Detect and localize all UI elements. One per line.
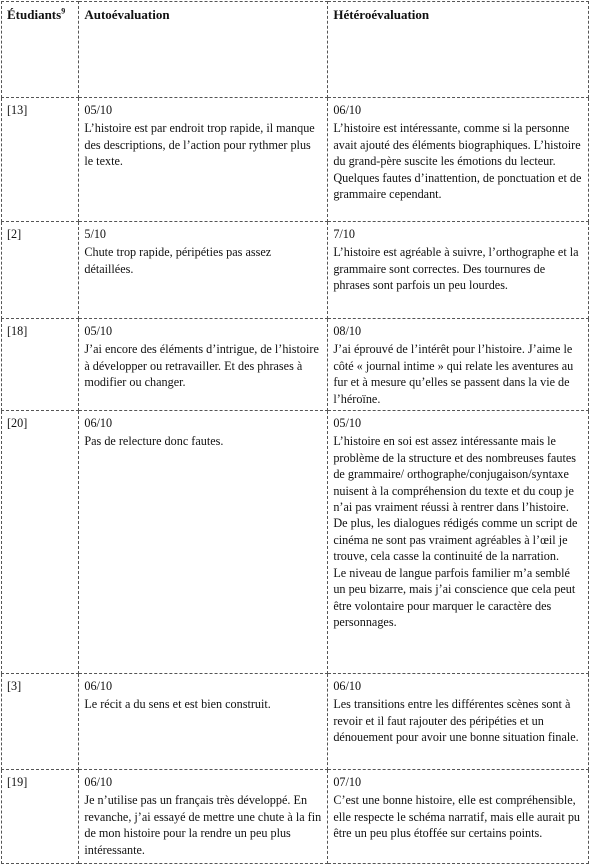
peer-evaluation-cell — [328, 319, 589, 411]
student-id: [3] — [7, 679, 22, 694]
peer-evaluation-cell — [328, 222, 589, 319]
self-evaluation-cell — [79, 222, 328, 319]
peer-evaluation-cell — [328, 98, 589, 222]
evaluation-table — [1, 1, 589, 864]
self-evaluation-cell — [79, 411, 328, 674]
self-comment: Pas de relecture donc fautes. — [84, 434, 224, 449]
student-id-cell — [2, 319, 79, 411]
peer-evaluation-cell — [328, 411, 589, 674]
peer-evaluation-cell — [328, 674, 589, 770]
peer-comment: L’histoire est intéressante, comme si la personne avait ajouté des éléments biographiques. L’histoire du grand-père suscite les émotions du lecteur. Quelques fautes d’inattention, de ponctuation et de grammaire cependant. — [333, 121, 582, 202]
peer-evaluation-cell — [328, 770, 589, 864]
header-students-label: Étudiants — [7, 7, 62, 22]
peer-score: 7/10 — [333, 227, 355, 241]
header-self-evaluation: Autoévaluation — [79, 2, 328, 98]
footnote-marker: 9 — [61, 6, 66, 16]
self-score: 05/10 — [84, 103, 113, 117]
student-id: [13] — [7, 103, 28, 117]
student-id: [18] — [7, 324, 28, 338]
self-score: 06/10 — [84, 679, 113, 694]
self-evaluation-cell — [79, 319, 328, 411]
table-row — [2, 98, 589, 222]
table-row — [2, 222, 589, 319]
student-id: [20] — [7, 416, 28, 431]
student-id-cell — [2, 770, 79, 864]
student-id-cell — [2, 674, 79, 770]
student-id: [19] — [7, 775, 28, 790]
peer-comment: Les transitions entre les différentes scènes sont à revoir et il faut rajouter des péripéties et un dénouement pour avoir une bonne situation finale. — [333, 697, 579, 745]
self-score: 05/10 — [84, 324, 113, 338]
peer-score: 06/10 — [333, 679, 362, 694]
peer-score: 06/10 — [333, 103, 362, 117]
self-evaluation-cell — [79, 98, 328, 222]
student-id: [2] — [7, 227, 22, 241]
table-row — [2, 319, 589, 411]
header-peer-evaluation: Hétéroévaluation — [328, 2, 589, 98]
self-comment: Je n’utilise pas un français très développé. En revanche, j’ai essayé de mettre une chute à la fin de mon histoire pour la rendre un peu plus intéressante. — [84, 793, 322, 857]
self-comment: Chute trop rapide, péripéties pas assez détaillées. — [84, 245, 272, 276]
peer-comment: J’ai éprouvé de l’intérêt pour l’histoire. J’aime le côté « journal intime » qui relate les aventures au fur et à mesure qu’elles se passent dans la vie de l’héroïne. — [333, 342, 574, 406]
table-row — [2, 674, 589, 770]
header-students — [2, 2, 79, 98]
self-score: 06/10 — [84, 416, 113, 431]
table-row — [2, 770, 589, 864]
self-score: 5/10 — [84, 227, 107, 241]
table-row — [2, 411, 589, 674]
peer-comment: L’histoire en soi est assez intéressante mais le problème de la structure et des nombreuses fautes de grammaire/ orthographe/conjugaison/syntaxe nuisent à la compréhension du texte et du coup je n’ai pas vraiment réussi à rentrer dans l’histoire. De plus, les dialogues rédigés comme un script de cinéma ne sont pas vraiment agréables à l’œil je trouve, cela casse la continuité de la narration. Le niveau de langue parfois familier m’a semblé un peu bizarre, mais j’ai conscience que cela peut être volontaire pour marquer le caractère des personnages. — [333, 434, 578, 629]
peer-score: 05/10 — [333, 416, 362, 431]
peer-comment: L’histoire est agréable à suivre, l’orthographe et la grammaire sont correctes. Des tournures de phrases sont parfois un peu lourdes. — [333, 245, 579, 293]
self-evaluation-cell — [79, 674, 328, 770]
peer-comment: C’est une bonne histoire, elle est compréhensible, elle respecte le schéma narratif, mais elle aurait pu être un peu plus étoffée sur certains points. — [333, 793, 581, 841]
self-score: 06/10 — [84, 775, 113, 790]
self-evaluation-cell — [79, 770, 328, 864]
student-id-cell — [2, 222, 79, 319]
student-id-cell — [2, 411, 79, 674]
self-comment: L’histoire est par endroit trop rapide, il manque des descriptions, de l’action pour rythmer plus le texte. — [84, 121, 315, 169]
peer-score: 07/10 — [333, 775, 362, 790]
header-row — [2, 2, 589, 98]
self-comment: J’ai encore des éléments d’intrigue, de l’histoire à développer ou retravailler. Et des phrases à modifier ou changer. — [84, 342, 319, 390]
student-id-cell — [2, 98, 79, 222]
peer-score: 08/10 — [333, 324, 362, 338]
self-comment: Le récit a du sens et est bien construit. — [84, 697, 271, 712]
